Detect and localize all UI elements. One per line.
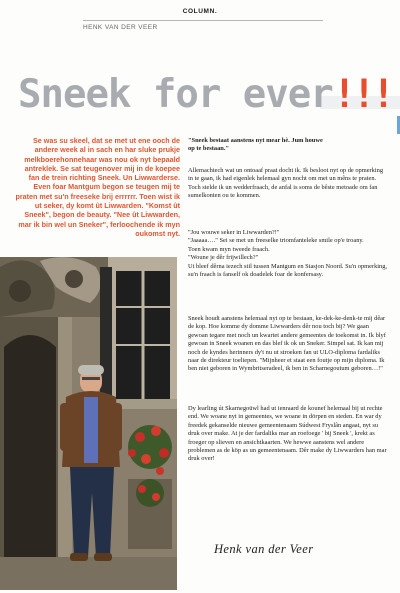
paragraph-text: Dy learling út Skarnegoüwl had ut ienraard de kounef helemaal bij ut rechte end. We woane nyt in gemeentes, we woane in dörpen en steden. En war dy freedek gekanselde nieuwe gemeentenaam Súdwest Fryslân angaat, nyt su druk over make. At je der fardaliks mar an roefoege ' bij Sneek ', krekt as froeger op slieven en ansichtkaarten. We hewwe aanstens wel andere problemen as de köp as un gemeentenaam. Dêr make dy Liwwarders han mar druk over! [188, 405, 387, 463]
body-paragraph-3 [188, 315, 388, 380]
dialogue-line: "Jaaaaa…." Sei se met un freeselke triomfanteleke smile op'e troany. [188, 237, 364, 245]
byline: HENK VAN DER VEER [83, 24, 158, 31]
section-label: COLUMN. [182, 8, 218, 15]
page-title-text: Sneek for ever [18, 72, 333, 117]
opening-quote [188, 137, 388, 160]
dialogue-line: "Woune je dêr frijwillech?" [188, 254, 259, 262]
body-paragraph-1 [188, 167, 388, 207]
body-paragraph-4 [188, 405, 388, 470]
author-photo [0, 257, 177, 590]
paragraph-text: Allemachtech wat un ontoaaf praat docht ik. Ik besloot nyt op de opmerking in te gaan, ik had eigenlek helemaal gyn nocht om met un mêns te praten. Toch stelde ik un wedderfraach, de anfal is soms de bêste metoade om fan sumelkonten ou te kommen. [188, 167, 384, 200]
author-signature: Henk van der Veer [214, 542, 314, 556]
paragraph-text: Sneek houdt aanstens helemaal nyt op te bestaan, ke-dek-ke-denk-te mij dêar de kop. Hoe komme dy domme Liwwarders dêr nou toch bij? We gaan gewoan tegare met noch un kwartet andere gemeentes de toekomst in. Ik blyf gewoan in Sneek woanen en das blef ik ok un Sneker. Simpel sat. Ik kan mij noch de kyndes herinners dy't nu ut stroeken fan ut ULO-diploma fardaliks naar de direkteur toeliepen. "Mijnheer et staat een foutje op mijn diploma. Ik ben niet geboren in Wymbritseradeel, ik ben in Scharnegoutum geboren…!" [188, 315, 386, 373]
opening-quote-line1: "Sneek bestaat aanstens nyt mear hè. Jum houwe [188, 137, 323, 144]
lede-paragraph: Se was su skeel, dat se met ut ene ooch de andere week al in sach en har sluke prukje melkboerehonnehaar was nou ok nyt bepaald antreklek. Se sat teugenover mij in de koepee fan de trein richting Sneek. Un Liwwarderse. Even foar Mantgum begon se teugen mij te praten met su'n freeseke brij errrrrr. Toen wist ik ut seker, dy komt ût Liwwarden. "Komst ût Sneek", begon de beauty. "Nee ût Liwwarden, mar ik bin wel un Sneker", ferloochende ik myn oukomst nyt. [15, 136, 180, 238]
dialogue-line: "Jou wouwe seker in Liwwarden?!" [188, 229, 280, 236]
opening-quote-line2: op te bestaan." [188, 145, 230, 153]
body-paragraph-2 [188, 229, 388, 285]
header-rule [83, 20, 323, 21]
dialogue-line: Ut bleef dêrna iezech stil tussen Mantgum en Stasjon Noord. Su'n opmerking, su'n fraach is fanself ok doadelek foar de konfersasy. [188, 262, 388, 279]
page-title [18, 72, 391, 117]
dialogue-line: Toen kwam myn tweede fraach. [188, 245, 270, 253]
title-exclamations: !!! [332, 72, 392, 117]
author-photo-illustration [0, 257, 177, 590]
